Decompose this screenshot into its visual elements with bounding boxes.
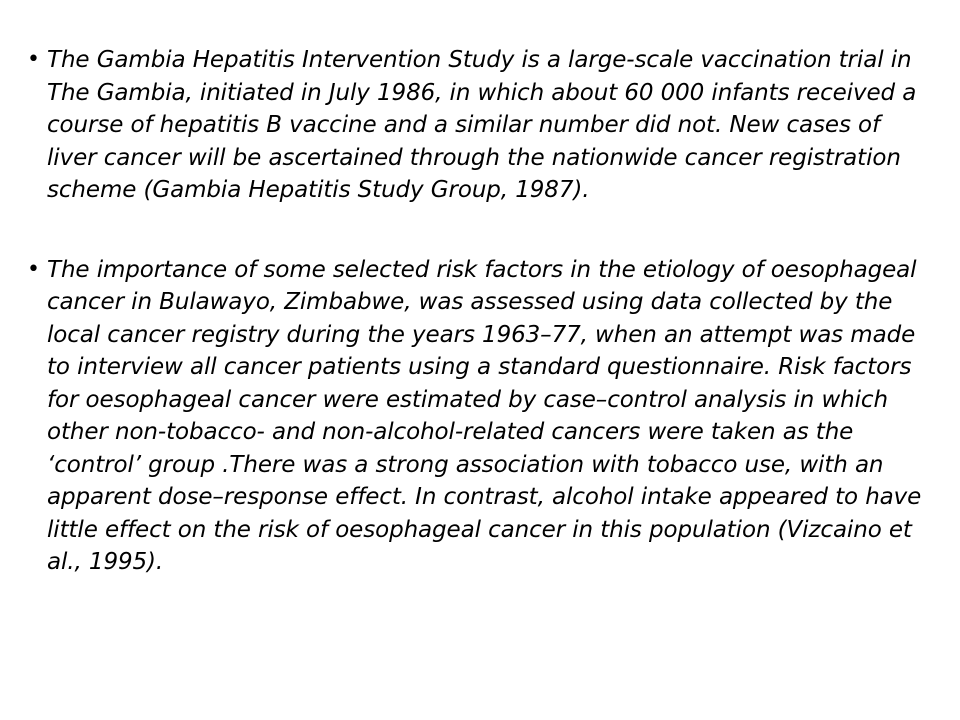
bullet-text-oesophageal-cancer: The importance of some selected risk factors in the etiology of oesophageal cancer in Bulawayo, Zimbabwe, was assessed using data collected by the local cancer registry during the years 1963–77, when an attempt was made to interview all cancer patients using a standard questionnaire. Risk factors for oesophageal cancer were estimated by case–control analysis in which other non-tobacco- and non-alcohol-related cancers were taken as the ‘control’ group .There was a strong association with tobacco use, with an apparent dose–response effect. In contrast, alcohol intake appeared to have little effect on the risk of oesophageal cancer in this population (Vizcaino et al., 1995). <box>47 256 922 575</box>
bullet-point-icon: • <box>27 256 40 282</box>
bullet-list <box>27 44 932 579</box>
bullet-item-gambia-study <box>27 44 932 207</box>
bullet-text-gambia-study: The Gambia Hepatitis Intervention Study is a large-scale vaccination trial in The Gambia, initiated in July 1986, in which about 60 000 infants received a course of hepatitis B vaccine and a similar number did not. New cases of liver cancer will be ascertained through the nationwide cancer registration scheme (Gambia Hepatitis Study Group, 1987). <box>47 47 917 203</box>
bullet-item-oesophageal-cancer <box>27 254 932 579</box>
bullet-point-icon: • <box>27 47 40 72</box>
